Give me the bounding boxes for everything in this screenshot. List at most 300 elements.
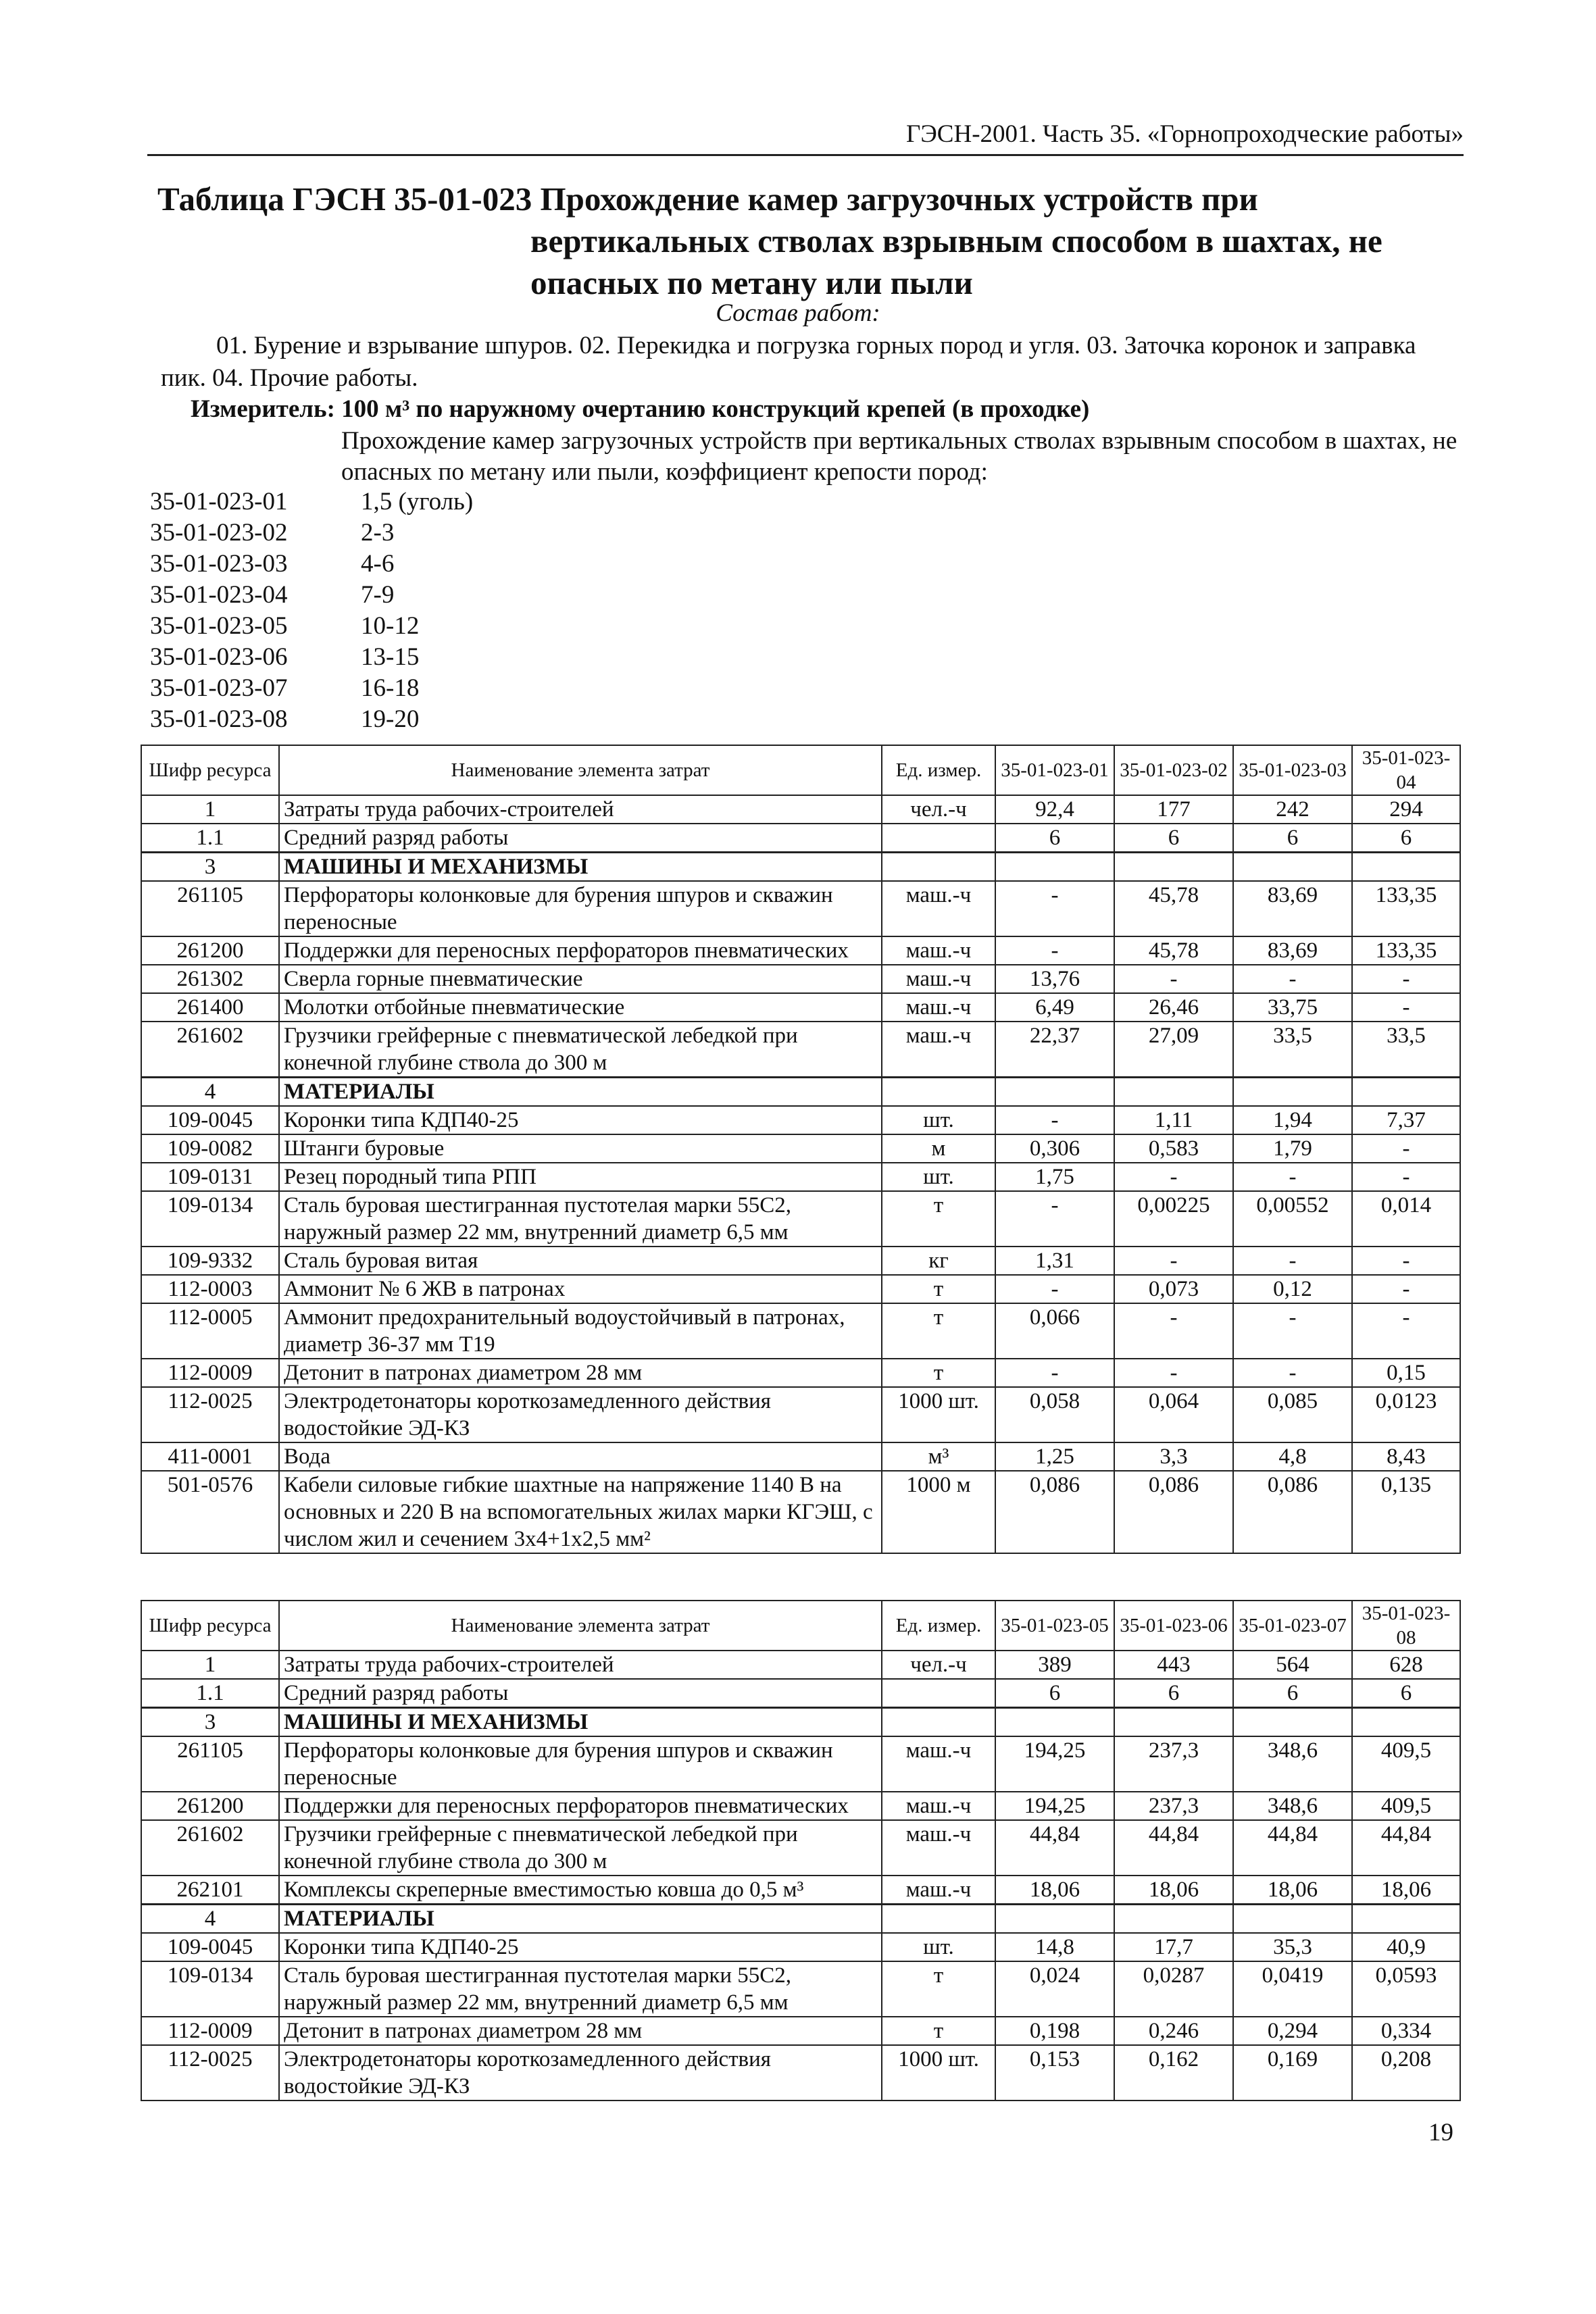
table-row — [141, 993, 1460, 1022]
value-cell: 409,5 — [1352, 1736, 1460, 1792]
unit-cell: маш.-ч — [882, 993, 995, 1022]
unit-cell: 1000 шт. — [882, 1387, 995, 1442]
value-cell: 83,69 — [1233, 936, 1352, 965]
cost-element-name: Электродетонаторы короткозамедленного действия водостойкие ЭД-КЗ — [279, 2045, 882, 2101]
value-cell — [995, 1078, 1114, 1107]
section-row — [141, 853, 1460, 882]
value-cell: 1,94 — [1233, 1106, 1352, 1134]
unit-cell — [882, 1708, 995, 1737]
table-row — [141, 1792, 1460, 1820]
value-cell: - — [1233, 1303, 1352, 1359]
table-row — [141, 1442, 1460, 1471]
norm-code: 35-01-023-07 — [150, 674, 288, 702]
value-cell: - — [995, 936, 1114, 965]
value-cell: 389 — [995, 1651, 1114, 1679]
cost-element-name: Молотки отбойные пневматические — [279, 993, 882, 1022]
resource-code: 109-0131 — [141, 1163, 279, 1191]
value-cell — [1233, 1078, 1352, 1107]
cost-element-name: Аммонит предохранительный водоустойчивый в патронах, диаметр 36-37 мм Т19 — [279, 1303, 882, 1359]
unit-cell: шт. — [882, 1163, 995, 1191]
value-cell: 0,066 — [995, 1303, 1114, 1359]
page-number: 19 — [1428, 2119, 1453, 2146]
value-cell: 348,6 — [1233, 1736, 1352, 1792]
norm-code-row — [150, 642, 473, 673]
norm-code-value: 10-12 — [361, 612, 420, 640]
resource-code: 4 — [141, 1078, 279, 1107]
column-header: Наименование элемента затрат — [279, 1601, 882, 1651]
unit-cell — [882, 824, 995, 853]
cost-element-name: Аммонит № 6 ЖВ в патронах — [279, 1275, 882, 1303]
cost-element-name: Электродетонаторы короткозамедленного действия водостойкие ЭД-КЗ — [279, 1387, 882, 1442]
value-cell: 1,31 — [995, 1247, 1114, 1275]
table-row — [141, 1387, 1460, 1442]
resource-code: 261400 — [141, 993, 279, 1022]
cost-element-name: Перфораторы колонковые для бурения шпуров и скважин переносные — [279, 1736, 882, 1792]
value-cell: 0,0593 — [1352, 1961, 1460, 2017]
table-row — [141, 1820, 1460, 1876]
cost-element-name: Затраты труда рабочих-строителей — [279, 795, 882, 824]
value-cell: - — [1233, 1163, 1352, 1191]
value-cell: 0,073 — [1114, 1275, 1233, 1303]
value-cell: 33,5 — [1352, 1022, 1460, 1078]
norm-code-value: 1,5 (уголь) — [361, 488, 474, 515]
cost-element-name: Вода — [279, 1442, 882, 1471]
table-row — [141, 795, 1460, 824]
value-cell: - — [1352, 1247, 1460, 1275]
unit-cell: т — [882, 1303, 995, 1359]
value-cell: 0,306 — [995, 1134, 1114, 1163]
column-header: 35-01-023-05 — [995, 1601, 1114, 1651]
value-cell: 17,7 — [1114, 1933, 1233, 1961]
resource-code: 109-0045 — [141, 1106, 279, 1134]
table-row — [141, 1933, 1460, 1961]
column-header: Ед. измер. — [882, 1601, 995, 1651]
cost-element-name: Коронки типа КДП40-25 — [279, 1106, 882, 1134]
cost-element-name: Сталь буровая витая — [279, 1247, 882, 1275]
value-cell: 133,35 — [1352, 881, 1460, 936]
norm-code-row — [150, 580, 473, 611]
resource-code: 3 — [141, 853, 279, 882]
value-cell: 0,00225 — [1114, 1191, 1233, 1247]
value-cell: 44,84 — [995, 1820, 1114, 1876]
column-header: 35-01-023-07 — [1233, 1601, 1352, 1651]
unit-cell: 1000 шт. — [882, 2045, 995, 2101]
norm-code: 35-01-023-02 — [150, 519, 288, 547]
resource-code: 112-0025 — [141, 1387, 279, 1442]
title-line-1: Таблица ГЭСН 35-01-023 Прохождение камер загрузочных устройств при — [157, 180, 1258, 218]
value-cell: 40,9 — [1352, 1933, 1460, 1961]
section-title: МАШИНЫ И МЕХАНИЗМЫ — [279, 853, 882, 882]
resource-code: 1 — [141, 1651, 279, 1679]
norm-code-value: 2-3 — [361, 519, 395, 547]
norm-code: 35-01-023-05 — [150, 612, 288, 640]
value-cell — [1352, 1078, 1460, 1107]
norm-code: 35-01-023-01 — [150, 488, 288, 515]
cost-element-name: Кабели силовые гибкие шахтные на напряжение 1140 В на основных и 220 В на вспомогательных жилах марки КГЭШ, с числом жил и сечением 3х4+1х2,5 мм² — [279, 1471, 882, 1553]
value-cell — [995, 1905, 1114, 1934]
value-cell: 13,76 — [995, 965, 1114, 993]
resource-code: 112-0009 — [141, 1359, 279, 1387]
unit-cell: маш.-ч — [882, 1022, 995, 1078]
table-row — [141, 1471, 1460, 1553]
unit-cell: т — [882, 1191, 995, 1247]
resource-code: 109-0045 — [141, 1933, 279, 1961]
value-cell: 83,69 — [1233, 881, 1352, 936]
resource-code: 109-0134 — [141, 1961, 279, 2017]
value-cell — [1114, 1708, 1233, 1737]
norm-code: 35-01-023-08 — [150, 705, 288, 733]
value-cell: 7,37 — [1352, 1106, 1460, 1134]
value-cell: - — [1352, 965, 1460, 993]
value-cell: - — [1114, 1359, 1233, 1387]
unit-cell: т — [882, 1961, 995, 2017]
measure-unit: Измеритель: 100 м³ по наружному очертанию конструкций крепей (в проходке) — [191, 395, 1090, 423]
value-cell: 0,135 — [1352, 1471, 1460, 1553]
value-cell: 0,294 — [1233, 2017, 1352, 2045]
cost-element-name: Грузчики грейферные с пневматической лебедкой при конечной глубине ствола до 300 м — [279, 1820, 882, 1876]
column-header: 35-01-023-01 — [995, 745, 1114, 795]
value-cell: 0,086 — [995, 1471, 1114, 1553]
value-cell: - — [1114, 965, 1233, 993]
table-row — [141, 881, 1460, 936]
column-header: Шифр ресурса — [141, 745, 279, 795]
value-cell: 33,5 — [1233, 1022, 1352, 1078]
value-cell: 0,0123 — [1352, 1387, 1460, 1442]
resource-code: 261602 — [141, 1022, 279, 1078]
table-row — [141, 1275, 1460, 1303]
unit-cell: кг — [882, 1247, 995, 1275]
value-cell: 628 — [1352, 1651, 1460, 1679]
table-header-row — [141, 745, 1460, 795]
value-cell: 45,78 — [1114, 936, 1233, 965]
value-cell: 18,06 — [1233, 1876, 1352, 1905]
unit-cell: маш.-ч — [882, 1876, 995, 1905]
cost-element-name: Детонит в патронах диаметром 28 мм — [279, 2017, 882, 2045]
unit-cell: шт. — [882, 1933, 995, 1961]
resource-code: 501-0576 — [141, 1471, 279, 1553]
resource-table-2 — [141, 1600, 1461, 2101]
resource-code: 109-0082 — [141, 1134, 279, 1163]
unit-cell — [882, 1078, 995, 1107]
norm-code: 35-01-023-04 — [150, 581, 288, 609]
value-cell: 177 — [1114, 795, 1233, 824]
value-cell: 6 — [1233, 824, 1352, 853]
value-cell: 0,198 — [995, 2017, 1114, 2045]
resource-code: 262101 — [141, 1876, 279, 1905]
cost-element-name: Перфораторы колонковые для бурения шпуров и скважин переносные — [279, 881, 882, 936]
norm-code-value: 7-9 — [361, 581, 395, 609]
value-cell: 0,153 — [995, 2045, 1114, 2101]
value-cell: 22,37 — [995, 1022, 1114, 1078]
resource-code: 109-0134 — [141, 1191, 279, 1247]
section-row — [141, 1708, 1460, 1737]
table-row — [141, 1163, 1460, 1191]
column-header: 35-01-023-03 — [1233, 745, 1352, 795]
resource-code: 112-0003 — [141, 1275, 279, 1303]
value-cell: 0,058 — [995, 1387, 1114, 1442]
table-row — [141, 1961, 1460, 2017]
unit-cell — [882, 1905, 995, 1934]
column-header: Наименование элемента затрат — [279, 745, 882, 795]
column-header: Ед. измер. — [882, 745, 995, 795]
cost-element-name: Сталь буровая шестигранная пустотелая марки 55С2, наружный размер 22 мм, внутренний диаметр 6,5 мм — [279, 1961, 882, 2017]
resource-code: 261200 — [141, 936, 279, 965]
value-cell: 44,84 — [1352, 1820, 1460, 1876]
section-title: МАШИНЫ И МЕХАНИЗМЫ — [279, 1708, 882, 1737]
value-cell: 0,162 — [1114, 2045, 1233, 2101]
intro-text: Прохождение камер загрузочных устройств при вертикальных стволах взрывным способом в шахтах, не опасных по метану или пыли, коэффициент крепости пород: — [341, 427, 1457, 486]
value-cell — [1352, 1905, 1460, 1934]
value-cell — [1114, 1905, 1233, 1934]
value-cell: - — [995, 1275, 1114, 1303]
section-row — [141, 1078, 1460, 1107]
value-cell: 294 — [1352, 795, 1460, 824]
unit-cell: маш.-ч — [882, 936, 995, 965]
value-cell: 26,46 — [1114, 993, 1233, 1022]
value-cell: 0,0287 — [1114, 1961, 1233, 2017]
value-cell: - — [1233, 1359, 1352, 1387]
value-cell: - — [1352, 993, 1460, 1022]
value-cell — [1114, 853, 1233, 882]
norm-code-value: 4-6 — [361, 550, 395, 578]
value-cell: 0,085 — [1233, 1387, 1352, 1442]
unit-cell — [882, 1679, 995, 1708]
resource-code: 112-0025 — [141, 2045, 279, 2101]
resource-code: 261302 — [141, 965, 279, 993]
value-cell: 8,43 — [1352, 1442, 1460, 1471]
value-cell: 4,8 — [1233, 1442, 1352, 1471]
cost-element-name: Комплексы скреперные вместимостью ковша до 0,5 м³ — [279, 1876, 882, 1905]
value-cell: 0,12 — [1233, 1275, 1352, 1303]
resource-code: 1.1 — [141, 824, 279, 853]
table-row — [141, 1191, 1460, 1247]
table-row — [141, 965, 1460, 993]
value-cell: 409,5 — [1352, 1792, 1460, 1820]
value-cell: - — [1114, 1247, 1233, 1275]
value-cell: 44,84 — [1114, 1820, 1233, 1876]
table-row — [141, 1106, 1460, 1134]
resource-table-1 — [141, 745, 1461, 1554]
unit-cell: м — [882, 1134, 995, 1163]
value-cell: 45,78 — [1114, 881, 1233, 936]
value-cell: 14,8 — [995, 1933, 1114, 1961]
value-cell: 1,75 — [995, 1163, 1114, 1191]
resource-code: 1.1 — [141, 1679, 279, 1708]
value-cell: - — [1114, 1303, 1233, 1359]
resource-code: 1 — [141, 795, 279, 824]
norm-code-row — [150, 673, 473, 704]
title-line-3: опасных по метану или пыли — [530, 264, 973, 301]
value-cell: 348,6 — [1233, 1792, 1352, 1820]
table-row — [141, 1247, 1460, 1275]
unit-cell: чел.-ч — [882, 1651, 995, 1679]
value-cell: 0,583 — [1114, 1134, 1233, 1163]
value-cell: 0,086 — [1114, 1471, 1233, 1553]
unit-cell — [882, 853, 995, 882]
value-cell: 194,25 — [995, 1736, 1114, 1792]
unit-cell: 1000 м — [882, 1471, 995, 1553]
value-cell: 6 — [1114, 824, 1233, 853]
composition-label: Состав работ: — [716, 299, 880, 327]
value-cell: 18,06 — [1114, 1876, 1233, 1905]
value-cell: 133,35 — [1352, 936, 1460, 965]
cost-element-name: Коронки типа КДП40-25 — [279, 1933, 882, 1961]
value-cell: 1,25 — [995, 1442, 1114, 1471]
value-cell: - — [995, 1191, 1114, 1247]
norm-code: 35-01-023-06 — [150, 643, 288, 671]
value-cell — [1352, 853, 1460, 882]
table-row — [141, 2045, 1460, 2101]
norm-code: 35-01-023-03 — [150, 550, 288, 578]
value-cell: 6,49 — [995, 993, 1114, 1022]
value-cell: - — [1352, 1134, 1460, 1163]
value-cell: - — [995, 881, 1114, 936]
value-cell: 35,3 — [1233, 1933, 1352, 1961]
cost-element-name: Сверла горные пневматические — [279, 965, 882, 993]
table-row — [141, 1359, 1460, 1387]
value-cell: - — [995, 1106, 1114, 1134]
unit-cell: чел.-ч — [882, 795, 995, 824]
value-cell: - — [1352, 1275, 1460, 1303]
resource-code: 411-0001 — [141, 1442, 279, 1471]
value-cell: 0,208 — [1352, 2045, 1460, 2101]
value-cell: 18,06 — [995, 1876, 1114, 1905]
norm-code-row — [150, 518, 473, 549]
table-header-row — [141, 1601, 1460, 1651]
norm-code-row — [150, 486, 473, 518]
value-cell: 6 — [1352, 824, 1460, 853]
value-cell: - — [1114, 1163, 1233, 1191]
resource-code: 112-0009 — [141, 2017, 279, 2045]
resource-code: 261105 — [141, 881, 279, 936]
value-cell: 27,09 — [1114, 1022, 1233, 1078]
value-cell: 237,3 — [1114, 1736, 1233, 1792]
value-cell: 0,0419 — [1233, 1961, 1352, 2017]
table-title — [157, 178, 1441, 304]
resource-code: 112-0005 — [141, 1303, 279, 1359]
value-cell: 0,064 — [1114, 1387, 1233, 1442]
unit-cell: маш.-ч — [882, 1792, 995, 1820]
value-cell: 237,3 — [1114, 1792, 1233, 1820]
value-cell — [995, 1708, 1114, 1737]
resource-code: 109-9332 — [141, 1247, 279, 1275]
value-cell — [1352, 1708, 1460, 1737]
value-cell — [995, 853, 1114, 882]
value-cell: 6 — [995, 824, 1114, 853]
running-header: ГЭСН-2001. Часть 35. «Горнопроходческие работы» — [147, 119, 1464, 156]
cost-element-name: Сталь буровая шестигранная пустотелая марки 55С2, наружный размер 22 мм, внутренний диаметр 6,5 мм — [279, 1191, 882, 1247]
value-cell: - — [1352, 1163, 1460, 1191]
value-cell: 0,024 — [995, 1961, 1114, 2017]
table-row — [141, 1651, 1460, 1679]
resource-code: 261200 — [141, 1792, 279, 1820]
value-cell: 564 — [1233, 1651, 1352, 1679]
unit-cell: маш.-ч — [882, 1736, 995, 1792]
value-cell: 242 — [1233, 795, 1352, 824]
norm-code-row — [150, 704, 473, 735]
resource-code: 4 — [141, 1905, 279, 1934]
cost-element-name: Детонит в патронах диаметром 28 мм — [279, 1359, 882, 1387]
unit-cell: т — [882, 2017, 995, 2045]
value-cell — [1233, 1708, 1352, 1737]
value-cell: 44,84 — [1233, 1820, 1352, 1876]
value-cell: 6 — [1233, 1679, 1352, 1708]
cost-element-name: Средний разряд работы — [279, 1679, 882, 1708]
resource-code: 3 — [141, 1708, 279, 1737]
table-row — [141, 1134, 1460, 1163]
value-cell: 1,79 — [1233, 1134, 1352, 1163]
value-cell: 0,00552 — [1233, 1191, 1352, 1247]
value-cell: 6 — [995, 1679, 1114, 1708]
table-row — [141, 824, 1460, 853]
value-cell: - — [1233, 965, 1352, 993]
value-cell: 194,25 — [995, 1792, 1114, 1820]
table-row — [141, 1303, 1460, 1359]
value-cell: - — [1352, 1303, 1460, 1359]
section-title: МАТЕРИАЛЫ — [279, 1905, 882, 1934]
unit-cell: маш.-ч — [882, 881, 995, 936]
value-cell: - — [1233, 1247, 1352, 1275]
value-cell — [1233, 1905, 1352, 1934]
resource-code: 261105 — [141, 1736, 279, 1792]
column-header: 35-01-023-06 — [1114, 1601, 1233, 1651]
column-header: 35-01-023-08 — [1352, 1601, 1460, 1651]
norm-code-row — [150, 549, 473, 580]
title-line-2: вертикальных стволах взрывным способом в шахтах, не — [530, 222, 1382, 259]
value-cell: 6 — [1352, 1679, 1460, 1708]
table-row — [141, 2017, 1460, 2045]
value-cell — [1233, 853, 1352, 882]
unit-cell: маш.-ч — [882, 965, 995, 993]
value-cell: - — [995, 1359, 1114, 1387]
column-header: 35-01-023-02 — [1114, 745, 1233, 795]
table-row — [141, 936, 1460, 965]
cost-element-name: Резец породный типа РПП — [279, 1163, 882, 1191]
norm-code-value: 13-15 — [361, 643, 420, 671]
value-cell: 0,086 — [1233, 1471, 1352, 1553]
value-cell: 0,246 — [1114, 2017, 1233, 2045]
norm-code-list — [150, 486, 473, 735]
value-cell: 1,11 — [1114, 1106, 1233, 1134]
works-list: 01. Бурение и взрывание шпуров. 02. Перекидка и погрузка горных пород и угля. 03. Заточка коронок и заправка пик. 04. Прочие работы. — [161, 332, 1416, 392]
value-cell: 18,06 — [1352, 1876, 1460, 1905]
cost-element-name: Штанги буровые — [279, 1134, 882, 1163]
cost-element-name: Грузчики грейферные с пневматической лебедкой при конечной глубине ствола до 300 м — [279, 1022, 882, 1078]
cost-element-name: Средний разряд работы — [279, 824, 882, 853]
unit-cell: м³ — [882, 1442, 995, 1471]
norm-code-row — [150, 611, 473, 642]
cost-element-name: Затраты труда рабочих-строителей — [279, 1651, 882, 1679]
table-row — [141, 1736, 1460, 1792]
value-cell: 0,169 — [1233, 2045, 1352, 2101]
cost-element-name: Поддержки для переносных перфораторов пневматических — [279, 1792, 882, 1820]
value-cell: 0,014 — [1352, 1191, 1460, 1247]
table-row — [141, 1876, 1460, 1905]
value-cell: 6 — [1114, 1679, 1233, 1708]
cost-element-name: Поддержки для переносных перфораторов пневматических — [279, 936, 882, 965]
value-cell: 0,334 — [1352, 2017, 1460, 2045]
table-row — [141, 1022, 1460, 1078]
column-header: Шифр ресурса — [141, 1601, 279, 1651]
value-cell: 0,15 — [1352, 1359, 1460, 1387]
section-title: МАТЕРИАЛЫ — [279, 1078, 882, 1107]
value-cell: 33,75 — [1233, 993, 1352, 1022]
resource-code: 261602 — [141, 1820, 279, 1876]
value-cell: 3,3 — [1114, 1442, 1233, 1471]
unit-cell: т — [882, 1275, 995, 1303]
column-header: 35-01-023-04 — [1352, 745, 1460, 795]
unit-cell: шт. — [882, 1106, 995, 1134]
